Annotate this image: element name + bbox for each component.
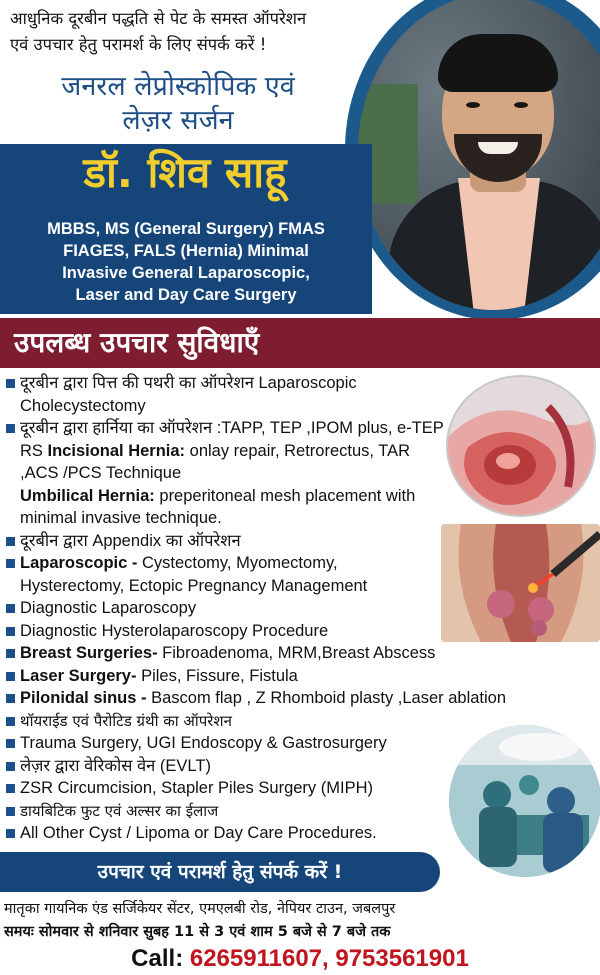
list-item xyxy=(6,687,596,710)
surgery-team-photo xyxy=(446,722,600,880)
bullet-icon xyxy=(6,829,15,838)
specialty-title xyxy=(8,70,348,138)
list-item xyxy=(6,822,436,845)
intro-text xyxy=(10,6,410,58)
service-text: Cystectomy, Myomectomy, Hysterectomy, Ectopic Pregnancy Management xyxy=(20,554,368,595)
service-text: दूरबीन द्वारा हार्निया का ऑपरेशन :TAPP, TEP ,IPOM plus, e-TEP RS xyxy=(20,419,444,460)
doctor-eye xyxy=(514,102,528,108)
service-text: Bascom flap , Z Rhomboid plasty ,Laser ablation xyxy=(151,689,507,707)
qualifications xyxy=(0,218,372,306)
bullet-icon xyxy=(6,672,15,681)
laser-illustration-icon xyxy=(441,524,600,642)
hernia-illustration xyxy=(446,375,596,517)
bullet-icon xyxy=(6,717,15,726)
list-item xyxy=(6,665,596,688)
service-text: Fibroadenoma, MRM,Breast Abscess xyxy=(162,644,436,662)
service-text: ZSR Circumcision, Stapler Piles Surgery (MIPH) xyxy=(20,779,373,797)
service-text: दूरबीन द्वारा Appendix का ऑपरेशन xyxy=(20,531,241,550)
bullet-icon xyxy=(6,784,15,793)
service-text: डायबिटिक फुट एवं अल्सर का ईलाज xyxy=(20,801,219,820)
service-text: preperitoneal mesh placement with minimal invasive technique. xyxy=(20,486,416,527)
surgery-photo-icon xyxy=(449,725,600,880)
service-text: दूरबीन द्वारा पित्त की पथरी का ऑपरेशन Laparoscopic Cholecystectomy xyxy=(20,374,357,415)
bullet-icon xyxy=(6,762,15,771)
phone-numbers[interactable]: 6265911607, 9753561901 xyxy=(189,945,469,972)
list-item xyxy=(6,417,446,530)
doctor-smile xyxy=(478,142,518,154)
service-text: लेज़र द्वारा वेरिकोस वेन (EVLT) xyxy=(20,756,211,775)
bullet-icon xyxy=(6,627,15,636)
service-text: Trauma Surgery, UGI Endoscopy & Gastrosurgery xyxy=(20,734,387,752)
bullet-icon xyxy=(6,694,15,703)
service-text: थॉयराईड एवं पैरोटिड ग्रंथी का ऑपरेशन xyxy=(20,711,232,730)
service-bold: Incisional Hernia: xyxy=(47,441,186,460)
qualification-line: FIAGES, FALS (Hernia) Minimal xyxy=(63,242,309,260)
hernia-illustration-icon xyxy=(448,377,596,517)
service-text: All Other Cyst / Lipoma or Day Care Procedures. xyxy=(20,824,377,842)
bullet-icon xyxy=(6,739,15,748)
bullet-icon xyxy=(6,537,15,546)
title-line: जनरल लेप्रोस्कोपिक एवं xyxy=(61,71,295,102)
service-bold: Laparoscopic - xyxy=(20,554,138,572)
service-text: Diagnostic Hysterolaparoscopy Procedure xyxy=(20,621,329,640)
call-line xyxy=(0,944,600,974)
service-bold: Pilonidal sinus - xyxy=(20,689,147,707)
bullet-icon xyxy=(6,424,15,433)
list-item xyxy=(6,755,436,778)
bullet-icon xyxy=(6,379,15,388)
contact-banner-text: उपचार एवं परामर्श हेतु संपर्क करें ! xyxy=(97,861,343,883)
service-text: onlay repair, Retrorectus, TAR ,ACS /PCS Technique xyxy=(20,441,411,482)
list-item xyxy=(6,530,436,553)
list-item xyxy=(6,777,436,800)
bullet-icon xyxy=(6,559,15,568)
clinic-address: मातृका गायनिक एंड सर्जिकेयर सेंटर, एमएलबी रोड, नेपियर टाउन, जबलपुर xyxy=(4,901,396,917)
doctor-hair xyxy=(438,34,558,92)
list-item xyxy=(6,800,436,823)
call-label: Call: xyxy=(131,945,184,972)
title-line: लेज़र सर्जन xyxy=(122,105,234,136)
service-text: Diagnostic Laparoscopy xyxy=(20,599,197,617)
doctor-eye xyxy=(466,102,480,108)
header xyxy=(0,0,600,318)
qualification-line: Laser and Day Care Surgery xyxy=(75,286,297,304)
list-item xyxy=(6,372,451,417)
list-item xyxy=(6,732,436,755)
service-bold: Laser Surgery- xyxy=(20,666,137,685)
service-text: Piles, Fissure, Fistula xyxy=(141,666,298,685)
bullet-icon xyxy=(6,649,15,658)
clinic-timing: समयः सोमवार से शनिवार सुबह 11 से 3 एवं शाम 5 बजे से 7 बजे तक xyxy=(4,924,391,940)
service-bold: Breast Surgeries- xyxy=(20,644,158,662)
list-item xyxy=(6,642,596,665)
list-item xyxy=(6,552,431,597)
qualification-line: MBBS, MS (General Surgery) FMAS xyxy=(47,220,325,238)
intro-line: एवं उपचार हेतु परामर्श के लिए संपर्क करें ! xyxy=(10,35,267,54)
piles-laser-illustration xyxy=(441,524,600,642)
doctor-name: डॉ. शिव साहू xyxy=(83,148,287,197)
service-bold: Umbilical Hernia: xyxy=(20,486,155,505)
section-title: उपलब्ध उपचार सुविधाएँ xyxy=(14,326,260,359)
qualification-line: Invasive General Laparoscopic, xyxy=(62,264,310,282)
intro-line: आधुनिक दूरबीन पद्धति से पेट के समस्त ऑपरेशन xyxy=(10,9,307,28)
bullet-icon xyxy=(6,604,15,613)
bullet-icon xyxy=(6,807,15,816)
